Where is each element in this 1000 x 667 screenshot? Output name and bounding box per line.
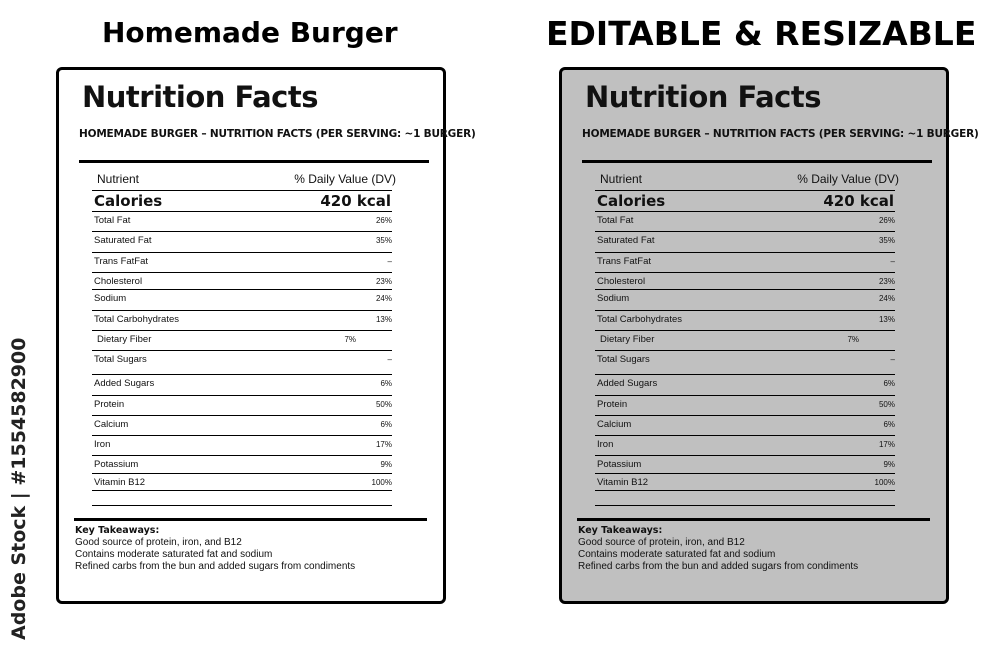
nutrient-dv: 50% bbox=[375, 399, 392, 409]
table-row bbox=[595, 253, 895, 273]
table-row bbox=[92, 456, 392, 474]
table-row bbox=[92, 416, 392, 436]
nutrient-dv: 50% bbox=[878, 399, 895, 409]
nutrient-dv: 6% bbox=[380, 419, 392, 429]
thick-divider bbox=[577, 518, 930, 521]
nutrition-facts-title: Nutrition Facts bbox=[585, 80, 821, 114]
column-nutrient: Nutrient bbox=[600, 172, 643, 186]
nutrient-table bbox=[595, 166, 899, 506]
calories-label: Calories bbox=[94, 192, 163, 210]
stock-id-watermark: Adobe Stock | #1554582900 bbox=[8, 337, 30, 640]
table-row bbox=[595, 273, 895, 291]
nutrient-name: Total Fat bbox=[597, 215, 634, 226]
table-row bbox=[595, 351, 895, 375]
nutrient-dv: 24% bbox=[375, 294, 392, 304]
column-nutrient: Nutrient bbox=[97, 172, 140, 186]
table-row bbox=[595, 416, 895, 436]
nutrient-dv: 24% bbox=[878, 294, 895, 304]
nutrition-subtitle: HOMEMADE BURGER – NUTRITION FACTS (PER SERVING: ~1 BURGER) bbox=[582, 128, 979, 140]
nutrient-name: Total Carbohydrates bbox=[597, 313, 683, 325]
nutrient-dv: – bbox=[890, 256, 895, 266]
headline-homemade-burger: Homemade Burger bbox=[102, 16, 398, 49]
nutrient-name: Cholesterol bbox=[597, 275, 646, 287]
nutrition-subtitle: HOMEMADE BURGER – NUTRITION FACTS (PER SERVING: ~1 BURGER) bbox=[79, 128, 476, 140]
nutrient-name: Saturated Fat bbox=[597, 235, 655, 247]
nutrient-table bbox=[92, 166, 396, 506]
table-row bbox=[92, 436, 392, 456]
nutrient-name: Total Sugars bbox=[94, 354, 147, 366]
table-row bbox=[595, 311, 895, 331]
nutrient-name: Calcium bbox=[597, 418, 632, 430]
headline-editable-resizable: EDITABLE & RESIZABLE bbox=[546, 14, 977, 53]
key-takeaways-heading: Key Takeaways: bbox=[578, 525, 663, 536]
nutrient-dv: 100% bbox=[371, 477, 392, 487]
nutrition-label-white bbox=[56, 67, 476, 604]
table-row bbox=[92, 396, 392, 416]
nutrient-name: Total Sugars bbox=[597, 354, 650, 366]
thick-divider bbox=[79, 160, 429, 163]
nutrient-name: Cholesterol bbox=[94, 275, 143, 287]
nutrient-dv: 17% bbox=[878, 440, 895, 450]
column-daily-value: % Daily Value (DV) bbox=[797, 172, 899, 186]
nutrient-dv: 7% bbox=[847, 334, 859, 344]
table-row bbox=[595, 290, 895, 310]
table-row bbox=[92, 375, 392, 395]
calories-value: 420 kcal bbox=[320, 192, 391, 210]
takeaway-item: Contains moderate saturated fat and sodium bbox=[75, 549, 273, 560]
nutrient-dv: 6% bbox=[883, 379, 895, 389]
nutrient-dv: 35% bbox=[375, 236, 392, 246]
nutrient-dv: 7% bbox=[344, 334, 356, 344]
takeaway-item: Refined carbs from the bun and added sugars from condiments bbox=[578, 561, 859, 572]
nutrient-name: Calcium bbox=[94, 418, 129, 430]
key-takeaways bbox=[578, 525, 858, 573]
table-row bbox=[92, 311, 392, 331]
table-row bbox=[92, 212, 392, 232]
table-row bbox=[595, 232, 895, 252]
nutrient-dv: 35% bbox=[878, 236, 895, 246]
table-row bbox=[595, 436, 895, 456]
nutrient-dv: 100% bbox=[874, 477, 895, 487]
nutrient-name: Sodium bbox=[597, 293, 630, 305]
nutrient-name: Iron bbox=[94, 439, 111, 451]
nutrient-name: Added Sugars bbox=[597, 378, 658, 390]
nutrient-name: Sodium bbox=[94, 293, 127, 305]
empty-table-row bbox=[595, 491, 895, 506]
nutrient-name: Dietary Fiber bbox=[97, 333, 152, 345]
column-daily-value: % Daily Value (DV) bbox=[294, 172, 396, 186]
thick-divider bbox=[74, 518, 427, 521]
nutrient-name: Dietary Fiber bbox=[600, 333, 655, 345]
nutrient-dv: 13% bbox=[878, 314, 895, 324]
nutrient-dv: 13% bbox=[375, 314, 392, 324]
calories-row bbox=[92, 191, 392, 212]
nutrient-name: Iron bbox=[597, 439, 614, 451]
table-header bbox=[92, 166, 396, 191]
calories-label: Calories bbox=[597, 192, 666, 210]
nutrient-name: Protein bbox=[94, 398, 125, 410]
thick-divider bbox=[582, 160, 932, 163]
nutrient-name: Total Fat bbox=[94, 215, 131, 226]
nutrient-name: Protein bbox=[597, 398, 628, 410]
nutrient-dv: 6% bbox=[883, 419, 895, 429]
table-row bbox=[595, 396, 895, 416]
calories-value: 420 kcal bbox=[823, 192, 894, 210]
nutrient-dv: 26% bbox=[375, 216, 392, 225]
nutrient-name: Added Sugars bbox=[94, 378, 155, 390]
nutrient-name: Trans FatFat bbox=[597, 255, 652, 267]
nutrient-name: Vitamin B12 bbox=[597, 476, 649, 488]
nutrition-facts-title: Nutrition Facts bbox=[82, 80, 318, 114]
nutrient-name: Saturated Fat bbox=[94, 235, 152, 247]
nutrient-name: Potassium bbox=[94, 459, 139, 471]
table-row bbox=[92, 232, 392, 252]
table-row bbox=[595, 474, 895, 492]
nutrient-dv: – bbox=[890, 355, 895, 365]
nutrient-dv: 17% bbox=[375, 440, 392, 450]
table-row bbox=[92, 253, 392, 273]
table-row bbox=[92, 351, 392, 375]
table-row bbox=[92, 273, 392, 291]
key-takeaways bbox=[75, 525, 355, 573]
nutrient-name: Potassium bbox=[597, 459, 642, 471]
nutrient-name: Vitamin B12 bbox=[94, 476, 146, 488]
table-row bbox=[92, 290, 392, 310]
nutrient-name: Total Carbohydrates bbox=[94, 313, 180, 325]
nutrient-dv: 26% bbox=[878, 216, 895, 225]
table-row bbox=[595, 375, 895, 395]
nutrient-name: Trans FatFat bbox=[94, 255, 149, 267]
empty-table-row bbox=[92, 491, 392, 506]
table-row bbox=[595, 456, 895, 474]
table-row bbox=[92, 331, 392, 351]
takeaway-item: Good source of protein, iron, and B12 bbox=[75, 537, 242, 548]
key-takeaways-heading: Key Takeaways: bbox=[75, 525, 160, 536]
takeaway-item: Refined carbs from the bun and added sugars from condiments bbox=[75, 561, 356, 572]
takeaway-item: Contains moderate saturated fat and sodium bbox=[578, 549, 776, 560]
takeaway-item: Good source of protein, iron, and B12 bbox=[578, 537, 745, 548]
table-row bbox=[595, 331, 895, 351]
table-row bbox=[92, 474, 392, 492]
nutrient-dv: 23% bbox=[878, 276, 895, 286]
nutrient-dv: 23% bbox=[375, 276, 392, 286]
nutrition-label-gray bbox=[559, 67, 979, 604]
table-row bbox=[595, 212, 895, 232]
nutrient-dv: 9% bbox=[380, 460, 392, 470]
nutrient-dv: 9% bbox=[883, 460, 895, 470]
nutrient-dv: – bbox=[387, 355, 392, 365]
nutrient-dv: – bbox=[387, 256, 392, 266]
nutrient-dv: 6% bbox=[380, 379, 392, 389]
table-header bbox=[595, 166, 899, 191]
calories-row bbox=[595, 191, 895, 212]
